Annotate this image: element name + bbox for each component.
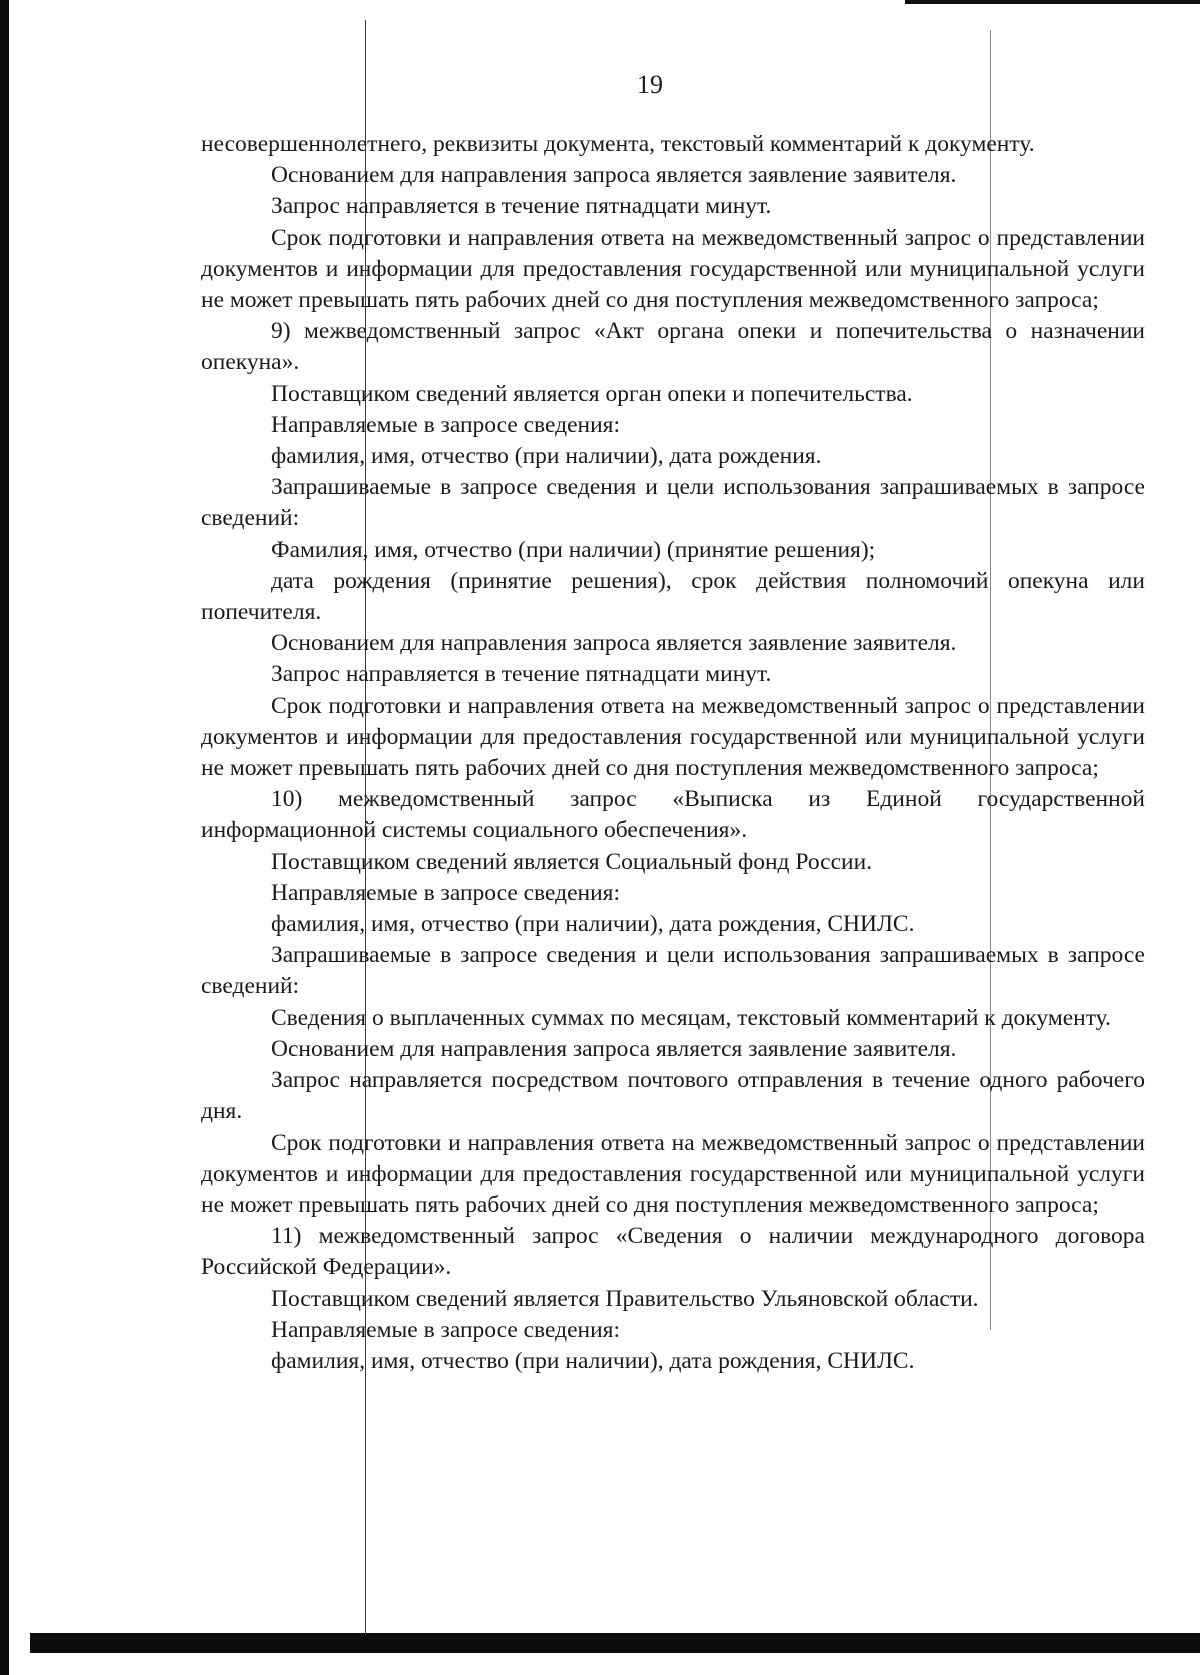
paragraph: Направляемые в запросе сведения: <box>271 879 621 906</box>
paragraph: несовершеннолетнего, реквизиты документа, текстовый комментарий к документу. <box>201 131 1035 157</box>
paragraph: Направляемые в запросе сведения: <box>271 1316 621 1343</box>
paragraph: Срок подготовки и направления ответа на межведомственный запрос о представлении документов и информации для предоставления государственной или муниципальной услуги не может превышать пять рабочих дней со дня поступления межведомственного запроса; <box>201 1129 1145 1218</box>
paragraph: Запрашиваемые в запросе сведения и цели использования запрашиваемых в запросе сведений: <box>201 942 1145 1000</box>
scan-border-top <box>905 0 1200 4</box>
paragraph: Основанием для направления запроса является заявление заявителя. <box>271 162 957 189</box>
paragraph: Основанием для направления запроса является заявление заявителя. <box>271 630 957 657</box>
scan-border-bottom <box>30 1633 1200 1653</box>
paragraph: Поставщиком сведений является орган опеки и попечительства. <box>271 380 913 407</box>
paragraph: Запрос направляется посредством почтового отправления в течение одного рабочего дня. <box>201 1067 1145 1125</box>
page-number: 19 <box>637 70 663 99</box>
paragraph: фамилия, имя, отчество (при наличии), дата рождения, СНИЛС. <box>271 1347 915 1374</box>
paragraph: фамилия, имя, отчество (при наличии), дата рождения. <box>271 443 822 470</box>
paragraph: Поставщиком сведений является Правительство Ульяновской области. <box>271 1285 979 1312</box>
paragraph: 10) межведомственный запрос «Выписка из Единой государственной информационной системы социального обеспечения». <box>201 786 1145 844</box>
paragraph: Направляемые в запросе сведения: <box>271 411 621 438</box>
paragraph: Запрашиваемые в запросе сведения и цели использования запрашиваемых в запросе сведений: <box>201 474 1145 532</box>
paragraph: Срок подготовки и направления ответа на межведомственный запрос о представлении документов и информации для предоставления государственной или муниципальной услуги не может превышать пять рабочих дней со дня поступления межведомственного запроса; <box>201 224 1145 314</box>
scan-border-left <box>0 0 9 1675</box>
paragraph: Срок подготовки и направления ответа на межведомственный запрос о представлении документов и информации для предоставления государственной или муниципальной услуги не может превышать пять рабочих дней со дня поступления межведомственного запроса; <box>201 692 1145 782</box>
paragraph: Поставщиком сведений является Социальный фонд России. <box>271 848 873 875</box>
paragraph: Основанием для направления запроса является заявление заявителя. <box>271 1035 957 1062</box>
paragraph: Фамилия, имя, отчество (при наличии) (принятие решения); <box>271 536 876 563</box>
paragraph: 9) межведомственный запрос «Акт органа опеки и попечительства о назначении опекуна». <box>201 318 1145 376</box>
document-body <box>201 129 1145 1377</box>
paragraph: Запрос направляется в течение пятнадцати минут. <box>271 661 772 688</box>
paragraph: дата рождения (принятие решения), срок действия полномочий опекуна или попечителя. <box>201 567 1145 626</box>
paragraph: Сведения о выплаченных суммах по месяцам, текстовый комментарий к документу. <box>271 1004 1111 1031</box>
paragraph: 11) межведомственный запрос «Сведения о наличии международного договора Российской Федерации». <box>201 1223 1145 1281</box>
paragraph: Запрос направляется в течение пятнадцати минут. <box>271 193 772 220</box>
paragraph: фамилия, имя, отчество (при наличии), дата рождения, СНИЛС. <box>271 911 915 938</box>
